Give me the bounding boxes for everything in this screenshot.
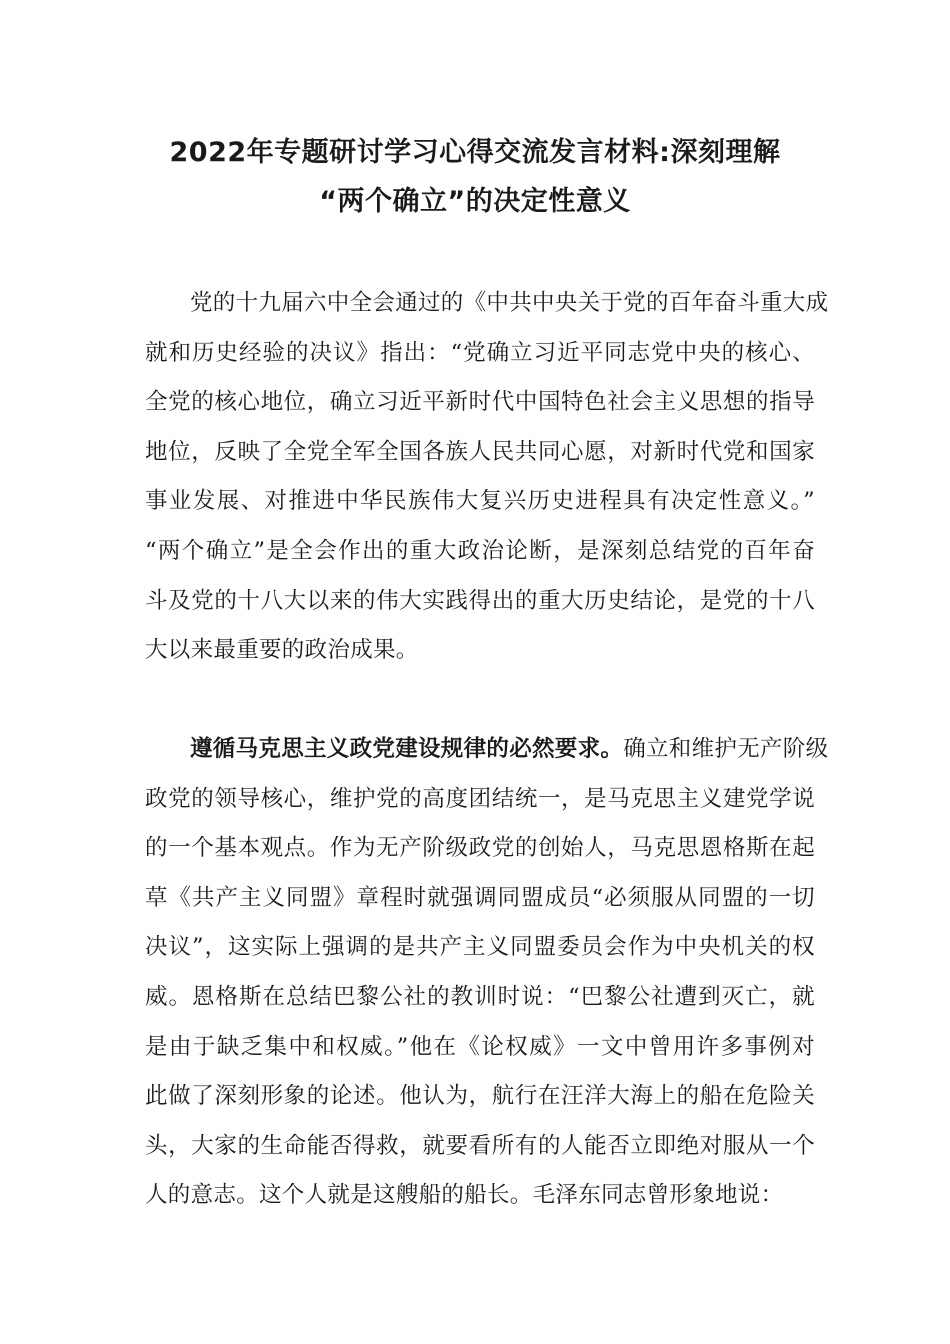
text-line: 斗及党的十八大以来的伟大实践得出的重大历史结论，是党的十八 bbox=[145, 587, 815, 614]
text-line-first bbox=[145, 725, 829, 775]
paragraph-marxist-party bbox=[145, 725, 829, 1221]
text-line: 就和历史经验的决议》指出：“党确立习近平同志党中央的核心、 bbox=[145, 339, 815, 366]
text-line: 决议”，这实际上强调的是共产主义同盟委员会作为中央机关的权 bbox=[145, 934, 815, 961]
text-line: 大以来最重要的政治成果。 bbox=[145, 637, 419, 664]
text-line-rest: 确立和维护无产阶级 bbox=[623, 736, 829, 762]
text-line: 人的意志。这个人就是这艘船的船长。毛泽东同志曾形象地说： bbox=[145, 1182, 784, 1209]
text-line: 政党的领导核心，维护党的高度团结统一，是马克思主义建党学说 bbox=[145, 785, 815, 812]
document-title bbox=[100, 128, 850, 226]
text-line: 此做了深刻形象的论述。他认为，航行在汪洋大海上的船在危险关 bbox=[145, 1083, 815, 1110]
text-line: 党的十九届六中全会通过的《中共中央关于党的百年奋斗重大成 bbox=[190, 290, 829, 316]
text-line: 是由于缺乏集中和权威。”他在《论权威》一文中曾用许多事例对 bbox=[145, 1033, 815, 1060]
text-line: 的一个基本观点。作为无产阶级政党的创始人，马克思恩格斯在起 bbox=[145, 835, 815, 862]
text-line: 草《共产主义同盟》章程时就强调同盟成员“必须服从同盟的一切 bbox=[145, 884, 815, 911]
text-line: 事业发展、对推进中华民族伟大复兴历史进程具有决定性意义。” bbox=[145, 488, 815, 515]
text-line: 头，大家的生命能否得救，就要看所有的人能否立即绝对服从一个 bbox=[145, 1132, 815, 1159]
text-line: 全党的核心地位，确立习近平新时代中国特色社会主义思想的指导 bbox=[145, 389, 815, 416]
text-line: 威。恩格斯在总结巴黎公社的教训时说：“巴黎公社遭到灭亡，就 bbox=[145, 983, 815, 1010]
title-line: 2022年专题研讨学习心得交流发言材料:深刻理解 bbox=[169, 137, 781, 168]
title-line: “两个确立”的决定性意义 bbox=[319, 186, 631, 217]
text-line: “两个确立”是全会作出的重大政治论断，是深刻总结党的百年奋 bbox=[145, 537, 815, 564]
paragraph-lead-heading: 遵循马克思主义政党建设规律的必然要求。 bbox=[190, 736, 624, 762]
text-line: 地位，反映了全党全军全国各族人民共同心愿，对新时代党和国家 bbox=[145, 438, 815, 465]
paragraph-intro bbox=[145, 279, 829, 676]
